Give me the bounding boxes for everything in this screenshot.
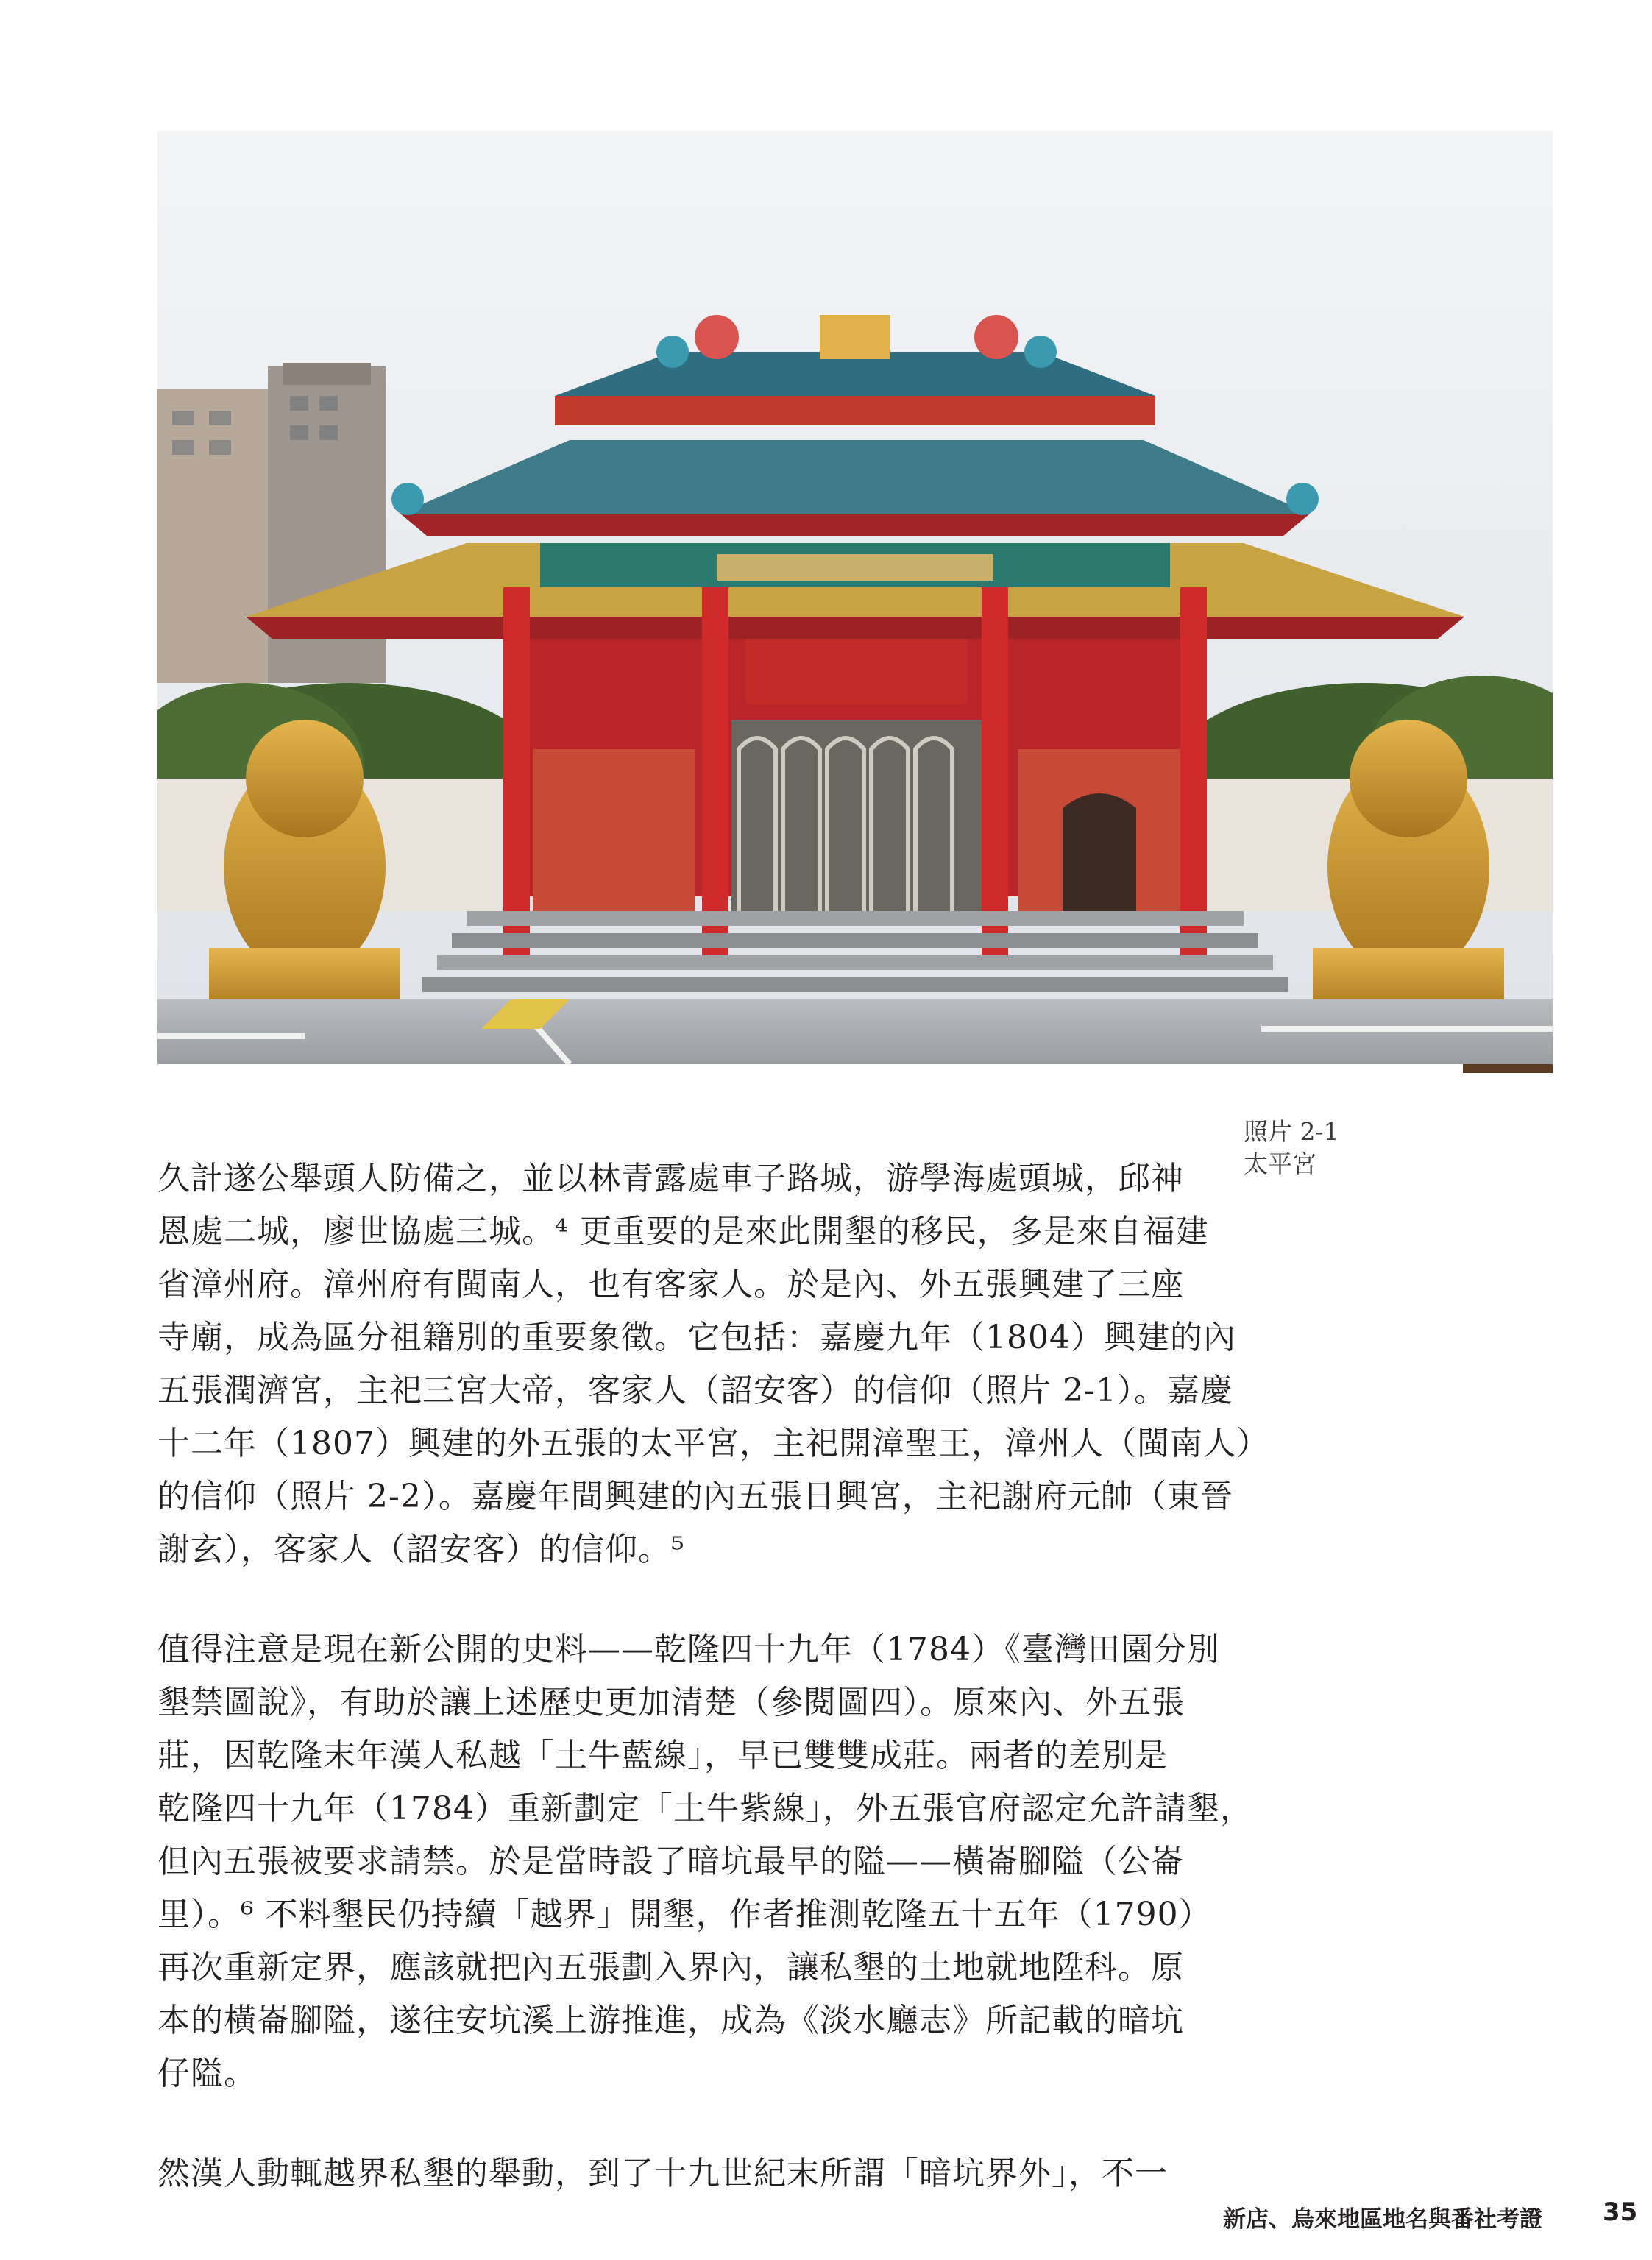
paragraph-line: 省漳州府。漳州府有閩南人，也有客家人。於是內、外五張興建了三座 <box>157 1266 1184 1303</box>
paragraph-line: 久計遂公舉頭人防備之，並以林青露處車子路城，游學海處頭城，邱神 <box>157 1160 1184 1197</box>
temple-illustration <box>157 131 1553 1064</box>
paragraph-line: 的信仰（照片 2-2）。嘉慶年間興建的內五張日興宮，主祀謝府元帥（東晉 <box>157 1478 1233 1515</box>
caption-title: 太平宮 <box>1244 1150 1316 1178</box>
photo-caption <box>1244 1116 1339 1180</box>
paragraph-line: 乾隆四十九年（1784）重新劃定「土牛紫線」，外五張官府認定允許請墾， <box>157 1790 1253 1827</box>
paragraph-line: 然漢人動輒越界私墾的舉動，到了十九世紀末所謂「暗坑界外」，不一 <box>157 2155 1168 2192</box>
paragraph-line: 仔隘。 <box>157 2055 257 2092</box>
paragraph-line: 值得注意是現在新公開的史料——乾隆四十九年（1784）《臺灣田園分別 <box>157 1631 1220 1668</box>
paragraph-line: 寺廟，成為區分祖籍別的重要象徵。它包括：嘉慶九年（1804）興建的內 <box>157 1319 1236 1356</box>
paragraph-2 <box>157 1623 1253 2100</box>
running-footer-title: 新店、烏來地區地名與番社考證 <box>1223 2206 1542 2233</box>
paragraph-line: 墾禁圖說》，有助於讓上述歷史更加清楚（參閱圖四）。原來內、外五張 <box>157 1684 1185 1721</box>
paragraph-1 <box>157 1152 1269 1576</box>
caption-label: 照片 2-1 <box>1244 1117 1339 1146</box>
paragraph-3 <box>157 2147 1173 2200</box>
page-number: 35 <box>1603 2197 1638 2227</box>
photo-accent-bar <box>1463 1064 1553 1073</box>
paragraph-line: 本的橫崙腳隘，遂往安坑溪上游推進，成為《淡水廳志》所記載的暗坑 <box>157 2002 1184 2039</box>
paragraph-line: 莊，因乾隆末年漢人私越「土牛藍線」，早已雙雙成莊。兩者的差別是 <box>157 1737 1168 1774</box>
paragraph-line: 但內五張被要求請禁。於是當時設了暗坑最早的隘——橫崙腳隘（公崙 <box>157 1843 1184 1880</box>
paragraph-line: 恩處二城，廖世協處三城。⁴ 更重要的是來此開墾的移民，多是來自福建 <box>157 1213 1209 1250</box>
paragraph-line: 里）。⁶ 不料墾民仍持續「越界」開墾，作者推測乾隆五十五年（1790） <box>157 1896 1212 1933</box>
temple-photo <box>157 131 1553 1064</box>
paragraph-line: 再次重新定界，應該就把內五張劃入界內，讓私墾的土地就地陞科。原 <box>157 1949 1184 1986</box>
body-text <box>157 1152 1269 2247</box>
paragraph-line: 五張潤濟宮，主祀三宮大帝，客家人（詔安客）的信仰（照片 2-1）。嘉慶 <box>157 1372 1233 1409</box>
paragraph-line: 十二年（1807）興建的外五張的太平宮，主祀開漳聖王，漳州人（閩南人） <box>157 1425 1269 1462</box>
paragraph-line: 謝玄），客家人（詔安客）的信仰。⁵ <box>157 1531 685 1568</box>
